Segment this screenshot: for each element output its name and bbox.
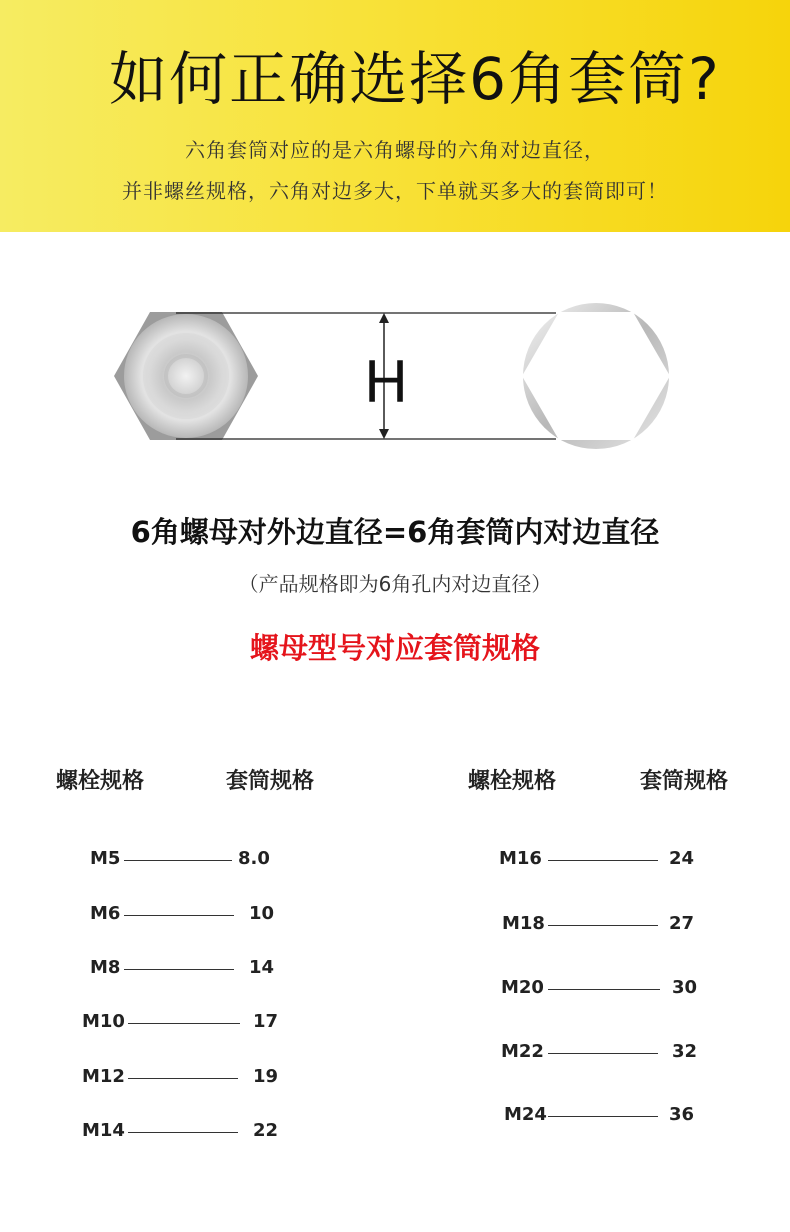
table-row — [0, 1066, 395, 1090]
bolt-size: M22 — [501, 1041, 544, 1062]
socket-size: 19 — [253, 1066, 279, 1087]
socket-size: 32 — [672, 1041, 698, 1062]
socket-size: 10 — [249, 903, 275, 924]
socket-size: 22 — [253, 1120, 279, 1141]
connector-line — [548, 925, 658, 926]
bolt-size: M18 — [502, 913, 545, 934]
table-row — [0, 903, 395, 927]
bolt-size: M20 — [501, 977, 544, 998]
socket-size: 17 — [253, 1011, 279, 1032]
page-title: 如何正确选择6角套筒? — [109, 45, 721, 113]
connector-line — [128, 1132, 238, 1133]
table-row — [395, 1041, 790, 1065]
left-socket-header: 套筒规格 — [226, 769, 315, 794]
connector-line — [548, 860, 658, 861]
connector-line — [124, 969, 234, 970]
table-row — [0, 1011, 395, 1035]
bolt-size: M12 — [82, 1066, 125, 1087]
socket-size: 14 — [249, 957, 275, 978]
connector-line — [548, 989, 660, 990]
bolt-size: M14 — [82, 1120, 125, 1141]
socket-size: 27 — [669, 913, 695, 934]
spec-note: （产品规格即为6角孔内对边直径） — [238, 572, 552, 596]
right-socket-header: 套筒规格 — [640, 769, 729, 794]
table-row — [0, 957, 395, 981]
table-row — [395, 977, 790, 1001]
socket-size: 36 — [669, 1104, 695, 1125]
table-row — [0, 848, 395, 872]
dimension-label: H — [364, 348, 408, 415]
connector-line — [128, 1078, 238, 1079]
connector-line — [124, 915, 234, 916]
hex-nut — [114, 312, 258, 440]
table-row — [395, 1104, 790, 1128]
left-bolt-header: 螺栓规格 — [56, 769, 145, 794]
bolt-size: M6 — [90, 903, 121, 924]
header-banner — [0, 0, 790, 232]
bolt-size: M16 — [499, 848, 542, 869]
socket-size: 24 — [669, 848, 695, 869]
table-title: 螺母型号对应套筒规格 — [249, 631, 540, 665]
hex-socket — [522, 303, 670, 449]
subtitle-line-1: 六角套筒对应的是六角螺母的六角对边直径， — [185, 138, 605, 162]
subtitle-line-2: 并非螺丝规格，六角对边多大，下单就买多大的套筒即可！ — [122, 179, 668, 203]
socket-size: 8.0 — [238, 848, 270, 869]
table-row — [395, 913, 790, 937]
table-row — [0, 1120, 395, 1144]
right-bolt-header: 螺栓规格 — [468, 769, 557, 794]
nut-socket-diagram — [0, 290, 790, 460]
connector-line — [124, 860, 232, 861]
table-row — [395, 848, 790, 872]
bolt-size: M10 — [82, 1011, 125, 1032]
connector-line — [548, 1116, 658, 1117]
socket-size: 30 — [672, 977, 698, 998]
formula-heading: 6角螺母对外边直径=6角套筒内对边直径 — [130, 515, 660, 549]
bolt-size: M8 — [90, 957, 121, 978]
connector-line — [128, 1023, 240, 1024]
bolt-size: M5 — [90, 848, 121, 869]
bolt-size: M24 — [504, 1104, 547, 1125]
connector-line — [548, 1053, 658, 1054]
